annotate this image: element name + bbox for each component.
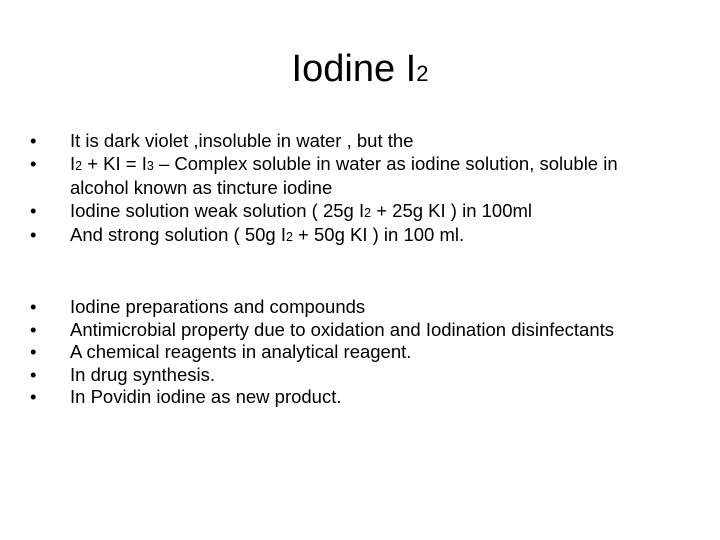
bullet-icon: • xyxy=(30,199,37,221)
bullet-icon: • xyxy=(30,224,37,245)
title-subscript: 2 xyxy=(416,61,429,86)
bullet-item-text: + KI = I xyxy=(82,152,147,174)
bullet-item xyxy=(30,130,680,153)
bullet-item-text: I xyxy=(70,152,76,174)
bullet-item xyxy=(30,224,680,249)
bullet-item-text: In Povidin iodine as new product. xyxy=(70,386,342,407)
bullet-item-subscript: 3 xyxy=(146,158,154,173)
bullet-item-text: It is dark violet ,insoluble in water , but the xyxy=(70,130,414,151)
bullet-icon: • xyxy=(30,296,37,317)
bullet-item-subscript: 2 xyxy=(75,158,83,173)
bullet-item-text: In drug synthesis. xyxy=(70,363,215,385)
bullet-item-text: + 25g KI ) in 100ml xyxy=(371,199,533,221)
bullet-item-text: And strong solution ( 50g I xyxy=(70,224,286,245)
bullet-item-text: Iodine preparations and compounds xyxy=(70,296,366,317)
bullet-item-text: A chemical reagents in analytical reagent. xyxy=(70,341,412,362)
bullet-item-text: – Complex soluble in water as iodine solution, soluble in alcohol known as tincture iodine xyxy=(70,152,618,198)
bullet-item xyxy=(30,341,680,364)
bullet-icon: • xyxy=(30,386,37,407)
bullet-list-properties xyxy=(30,130,680,249)
bullet-icon: • xyxy=(30,363,37,385)
bullet-icon: • xyxy=(30,341,37,362)
bullet-icon: • xyxy=(30,130,37,151)
bullet-item xyxy=(30,200,680,225)
bullet-item xyxy=(30,153,680,200)
bullet-item-subscript: 2 xyxy=(364,205,372,220)
bullet-item-text: + 50g KI ) in 100 ml. xyxy=(292,224,465,245)
bullet-item xyxy=(30,296,680,319)
bullet-item-text: Antimicrobial property due to oxidation and Iodination disinfectants xyxy=(70,318,615,340)
bullet-icon: • xyxy=(30,318,37,340)
bullet-item xyxy=(30,319,680,342)
bullet-item xyxy=(30,386,680,409)
slide-title xyxy=(0,44,720,99)
bullet-list-uses xyxy=(30,296,680,409)
bullet-item-text: Iodine solution weak solution ( 25g I xyxy=(70,199,365,221)
bullet-item-subscript: 2 xyxy=(285,230,293,244)
bullet-icon: • xyxy=(30,152,37,174)
title-text: Iodine I xyxy=(291,48,417,90)
bullet-item xyxy=(30,364,680,387)
